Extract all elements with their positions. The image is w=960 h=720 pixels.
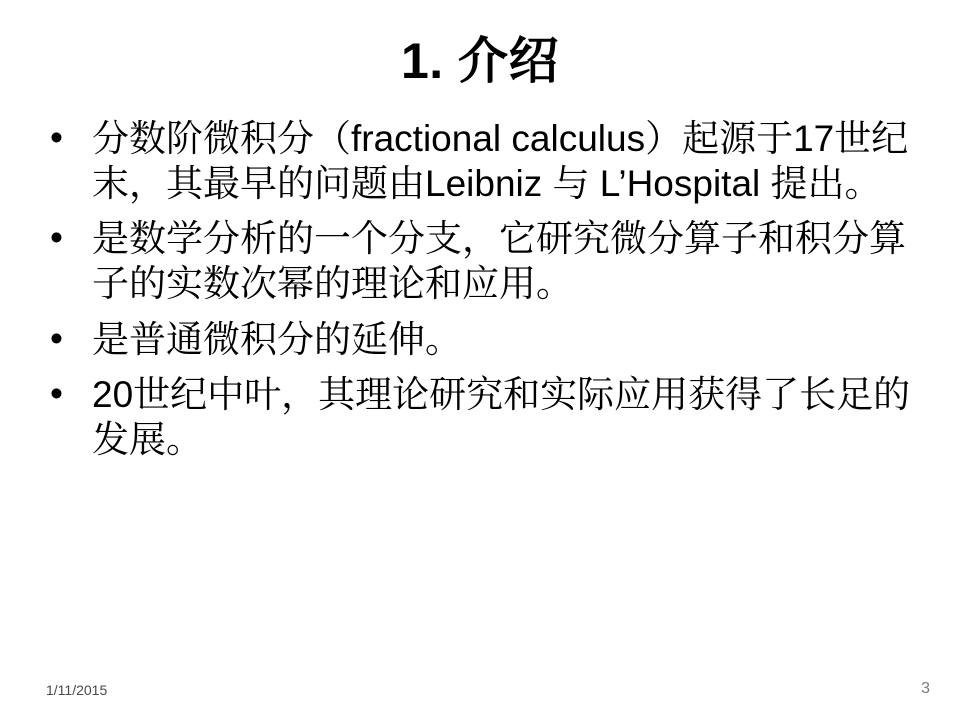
list-item (36, 317, 926, 362)
list-item (36, 216, 926, 306)
list-item (36, 372, 926, 462)
list-item-text: 是数学分析的一个分支，它研究微分算子和积分算子的实数次幂的理论和应用。 (92, 218, 906, 305)
bullet-marker-icon: • (50, 372, 63, 414)
bullet-list (36, 116, 926, 472)
list-item (36, 116, 926, 206)
bullet-marker-icon: • (50, 317, 63, 359)
footer-page-number: 3 (921, 680, 930, 697)
bullet-marker-icon: • (50, 217, 63, 259)
list-item-text: 是普通微积分的延伸。 (92, 318, 462, 360)
list-item-text: 20世纪中叶，其理论研究和实际应用获得了长足的发展。 (92, 373, 911, 460)
list-item-text: 分数阶微积分（fractional calculus）起源于17世纪末，其最早的问题由Leibniz 与 L’Hospital 提出。 (92, 118, 909, 205)
bullet-marker-icon: • (50, 117, 63, 158)
footer-date: 1/11/2015 (46, 682, 108, 698)
page-title: 1. 介绍 (400, 33, 560, 89)
